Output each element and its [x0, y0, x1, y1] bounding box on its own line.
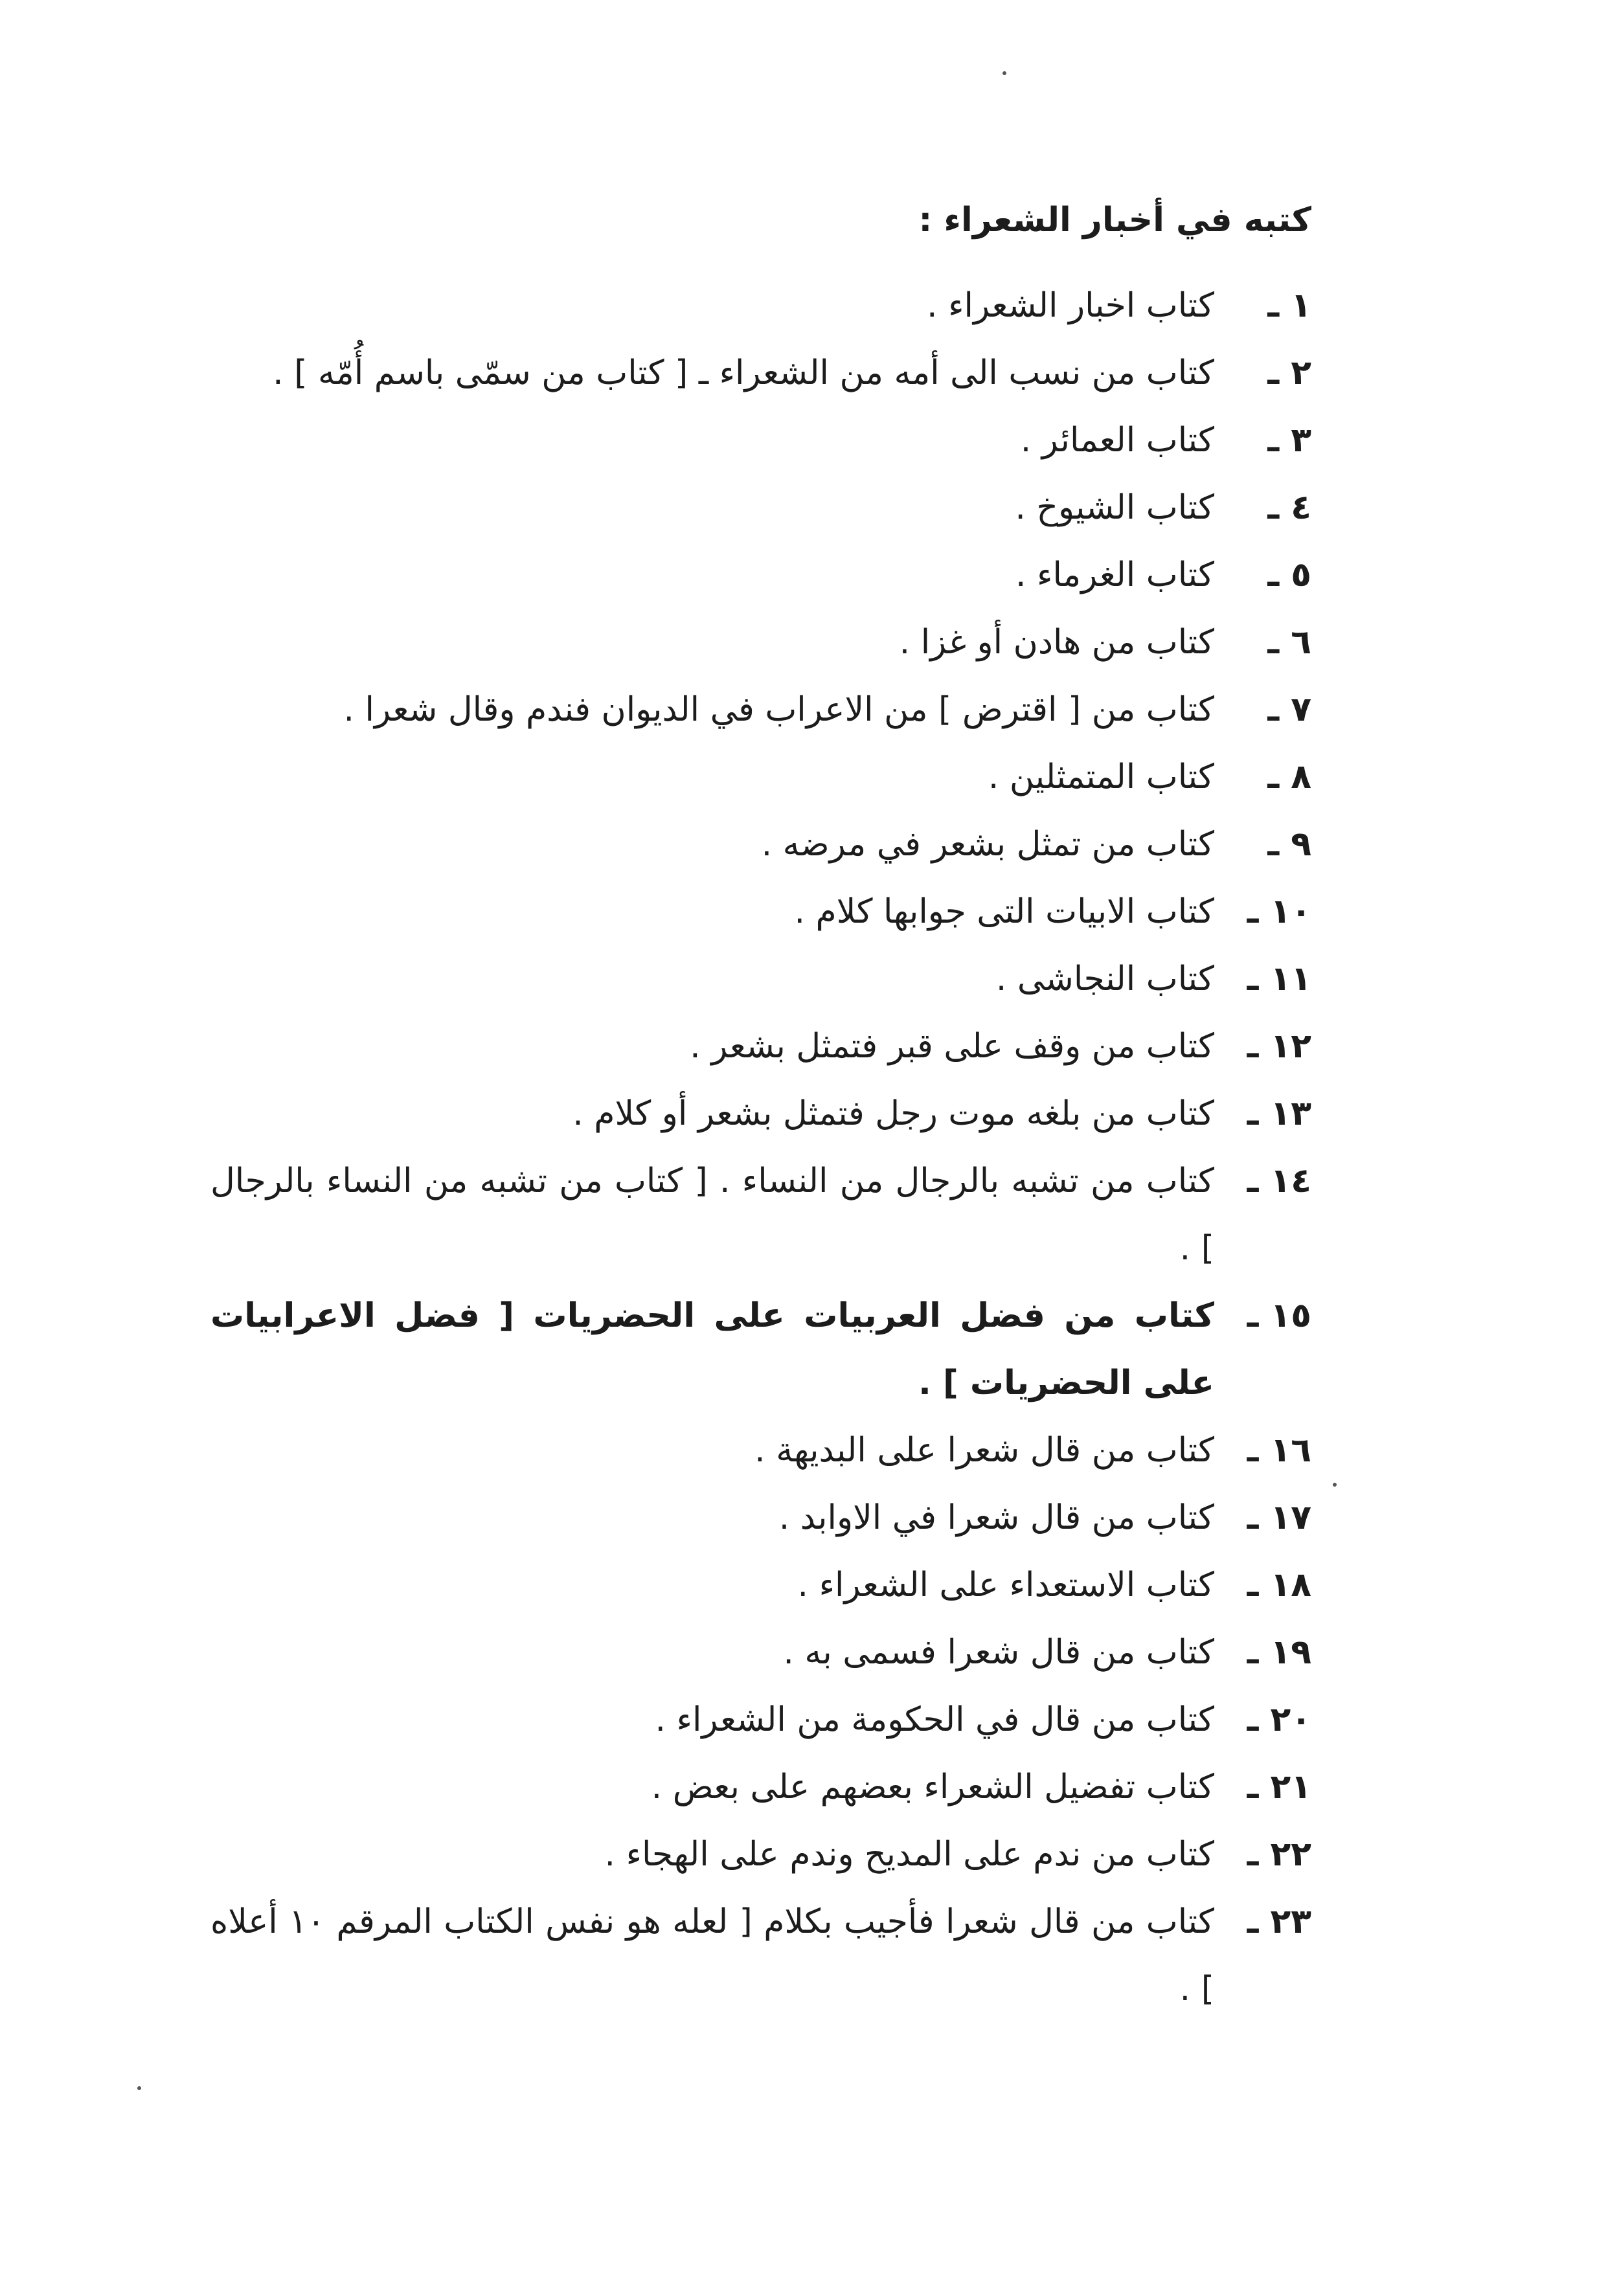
item-number: ٧ ـ [1267, 690, 1311, 729]
item-text: كتاب من قال في الحكومة من الشعراء . [655, 1700, 1214, 1739]
list-item [210, 1821, 1311, 1888]
item-number: ١٨ ـ [1247, 1566, 1311, 1604]
list-item [210, 272, 1311, 339]
item-text: كتاب من هادن أو غزا . [899, 623, 1214, 662]
list-item [210, 1484, 1311, 1551]
list-item [210, 474, 1311, 541]
item-text: كتاب من [ اقترض ] من الاعراب في الديوان فندم وقال شعرا . [343, 690, 1214, 729]
item-number: ٤ ـ [1267, 488, 1311, 527]
list-item [210, 1686, 1311, 1753]
item-text: كتاب الغرماء . [1015, 556, 1214, 594]
item-text: كتاب من قال شعرا على البديهة . [754, 1431, 1214, 1470]
item-number: ٢ ـ [1267, 354, 1311, 392]
scan-speck [1002, 71, 1006, 75]
item-number: ١٦ ـ [1247, 1431, 1311, 1470]
item-text: كتاب من قال شعرا فأجيب بكلام [ لعله هو نفس الكتاب المرقم ١٠ أعلاه ] . [210, 1902, 1215, 2009]
list-item [210, 1147, 1311, 1282]
item-number: ١٣ ـ [1247, 1094, 1311, 1133]
item-text: كتاب من نسب الى أمه من الشعراء ـ [ كتاب من سمّى باسم أُمّه ] . [273, 354, 1214, 392]
list-item [210, 1888, 1311, 2023]
item-text: كتاب الابيات التى جوابها كلام . [794, 892, 1214, 931]
item-text: كتاب من تمثل بشعر في مرضه . [761, 825, 1214, 864]
item-number: ١٠ ـ [1247, 892, 1311, 931]
list-item [210, 811, 1311, 878]
item-number: ١٢ ـ [1247, 1027, 1311, 1066]
item-number: ٣ ـ [1267, 421, 1311, 460]
list-item [210, 1013, 1311, 1080]
list-item [210, 945, 1311, 1013]
list-item [210, 1282, 1311, 1417]
item-text: كتاب النجاشى . [995, 960, 1214, 998]
list-item [210, 1080, 1311, 1147]
list-item [210, 1417, 1311, 1484]
scan-speck [1333, 1483, 1337, 1487]
item-text: كتاب المتمثلين . [988, 758, 1214, 796]
list-item [210, 339, 1311, 407]
item-text: كتاب من تشبه بالرجال من النساء . [ كتاب من تشبه من النساء بالرجال ] . [210, 1162, 1214, 1268]
list-item [210, 407, 1311, 474]
list-item [210, 609, 1311, 676]
item-text: كتاب من ندم على المديح وندم على الهجاء . [604, 1835, 1214, 1874]
item-text: كتاب من فضل العربيات على الحضريات [ فضل الاعرابيات على الحضريات ] . [210, 1296, 1214, 1402]
item-number: ١١ ـ [1247, 960, 1311, 998]
item-text: كتاب من بلغه موت رجل فتمثل بشعر أو كلام . [572, 1094, 1214, 1133]
item-text: كتاب اخبار الشعراء . [927, 286, 1214, 325]
item-text: كتاب من وقف على قبر فتمثل بشعر . [690, 1027, 1214, 1066]
list-item [210, 1551, 1311, 1619]
list-item [210, 676, 1311, 743]
scan-speck [137, 2086, 141, 2090]
item-number: ١٩ ـ [1247, 1633, 1311, 1672]
item-number: ١٥ ـ [1247, 1296, 1311, 1335]
list-item [210, 541, 1311, 609]
item-text: كتاب من قال شعرا في الاوابد . [778, 1498, 1214, 1537]
item-number: ١٤ ـ [1247, 1162, 1311, 1200]
item-number: ٦ ـ [1267, 623, 1311, 662]
list-item [210, 743, 1311, 811]
list-item [210, 1619, 1311, 1686]
item-number: ٢٢ ـ [1247, 1835, 1311, 1874]
list-item [210, 878, 1311, 945]
list-item [210, 1753, 1311, 1821]
item-number: ٩ ـ [1267, 825, 1311, 864]
item-text: كتاب الاستعداء على الشعراء . [797, 1566, 1214, 1604]
text-block [210, 194, 1311, 2023]
item-number: ٢٠ ـ [1247, 1700, 1311, 1739]
item-number: ٢١ ـ [1247, 1768, 1311, 1806]
item-number: ١٧ ـ [1247, 1498, 1311, 1537]
item-number: ١ ـ [1267, 286, 1311, 325]
item-number: ٥ ـ [1267, 556, 1311, 594]
item-text: كتاب العمائر . [1020, 421, 1214, 460]
item-number: ٢٣ ـ [1247, 1902, 1311, 1941]
item-text: كتاب الشيوخ . [1015, 488, 1214, 527]
item-text: كتاب تفضيل الشعراء بعضهم على بعض . [651, 1768, 1214, 1806]
item-number: ٨ ـ [1267, 758, 1311, 796]
item-text: كتاب من قال شعرا فسمى به . [783, 1633, 1214, 1672]
section-heading: كتبه في أخبار الشعراء : [918, 201, 1311, 240]
